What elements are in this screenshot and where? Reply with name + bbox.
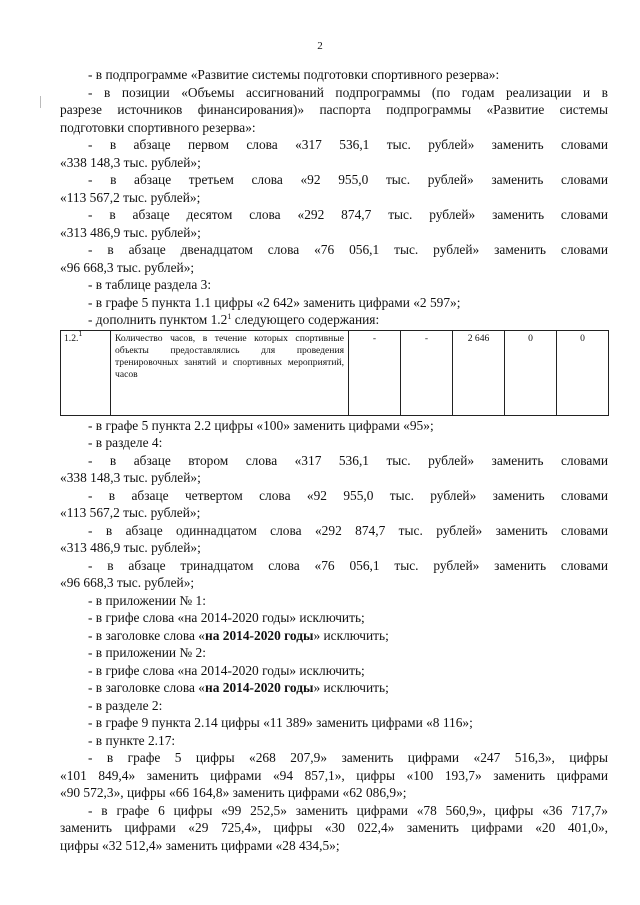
text-line: - в графе 5 пункта 1.1 цифры «2 642» заменить цифрами «2 597»; <box>88 294 461 310</box>
row-col5: 2 646 <box>453 330 505 415</box>
document-body <box>60 66 608 854</box>
row-number-cell <box>61 330 111 415</box>
text-line: - в графе 5 цифры «268 207,9» заменить цифрами «247 516,3», цифры <box>88 750 608 765</box>
text-line: подготовки спортивного резерва»: <box>60 119 256 135</box>
text-line: - в абзаце одиннадцатом слова «292 874,7 тыс. рублей» заменить словами <box>88 522 608 538</box>
text-line: «113 567,2 тыс. рублей»; <box>60 505 201 520</box>
margin-mark <box>40 96 41 108</box>
text-line: - в приложении № 1: <box>88 592 206 608</box>
text-line: - в абзаце четвертом слова «92 955,0 тыс. рублей» заменить словами <box>88 487 608 503</box>
text-line: разрезе источников финансирования)» паспорта подпрограммы «Развитие системы <box>60 102 608 117</box>
text-line: «313 486,9 тыс. рублей»; <box>60 540 201 555</box>
text-line: «96 668,3 тыс. рублей»; <box>60 575 195 590</box>
row-col6: 0 <box>505 330 557 415</box>
text-line: - в разделе 4: <box>88 435 163 450</box>
text-line: - в абзаце десятом слова «292 874,7 тыс. рублей» заменить словами <box>88 207 608 222</box>
text-line: - в графе 5 пункта 2.2 цифры «100» заменить цифрами «95»; <box>88 417 434 433</box>
table-intro-after: следующего содержания: <box>231 312 380 327</box>
heading-exclusion-line-1 <box>60 627 608 645</box>
table-intro-line <box>60 311 608 329</box>
text-line: - в таблице раздела 3: <box>88 277 212 292</box>
amendments-top <box>60 66 608 311</box>
text-line: цифры «32 512,4» заменить цифрами «28 434,5»; <box>60 837 340 853</box>
heading-2-before: - в заголовке слова « <box>88 680 206 695</box>
text-line: - в абзаце двенадцатом слова «76 056,1 тыс. рублей» заменить словами <box>88 242 608 257</box>
text-line: заменить цифрами «29 725,4», цифры «30 022,4» заменить цифрами «20 401,0», <box>60 820 608 835</box>
text-line: - в абзаце первом слова «317 536,1 тыс. рублей» заменить словами <box>88 137 608 152</box>
heading-1-bold: на 2014-2020 годы <box>205 627 314 643</box>
row-col7: 0 <box>557 330 609 415</box>
amendments-bottom <box>60 697 608 855</box>
heading-exclusion-line-2 <box>60 679 608 697</box>
text-line: - в грифе слова «на 2014-2020 годы» исключить; <box>88 662 365 678</box>
text-line: «113 567,2 тыс. рублей»; <box>60 189 201 205</box>
text-line: - в позиции «Объемы ассигнований подпрограммы (по годам реализации и в <box>88 84 608 100</box>
page-number: 2 <box>317 40 323 52</box>
table-row <box>61 330 609 415</box>
row-description: Количество часов, в течение которых спортивные объекты предоставлялись для проведения тренировочных занятий и спортивных мероприятий, часов <box>111 330 349 415</box>
text-line: - в абзаце третьем слова «92 955,0 тыс. рублей» заменить словами <box>88 172 608 187</box>
text-line: «313 486,9 тыс. рублей»; <box>60 224 201 240</box>
table-intro-before: - дополнить пунктом 1.2 <box>88 312 228 327</box>
heading-2-bold: на 2014-2020 годы <box>205 680 314 695</box>
text-line: - в пункте 2.17: <box>88 732 176 748</box>
text-line: - в графе 9 пункта 2.14 цифры «11 389» заменить цифрами «8 116»; <box>88 715 473 730</box>
row-col4: - <box>401 330 453 415</box>
text-line: «338 148,3 тыс. рублей»; <box>60 470 201 485</box>
text-line: «96 668,3 тыс. рублей»; <box>60 259 195 275</box>
text-line: - в подпрограмме «Развитие системы подготовки спортивного резерва»: <box>88 67 500 82</box>
heading-1-after: » исключить; <box>313 627 389 643</box>
row-col3: - <box>349 330 401 415</box>
text-line: - в графе 6 цифры «99 252,5» заменить цифрами «78 560,9», цифры «36 717,7» <box>88 802 608 818</box>
amendments-after-table <box>60 417 608 627</box>
heading-2-after: » исключить; <box>313 680 389 695</box>
amendments-mid <box>60 644 608 679</box>
text-line: - в абзаце тринадцатом слова «76 056,1 тыс. рублей» заменить словами <box>88 557 608 573</box>
indicator-table <box>60 330 609 416</box>
row-number: 1.2. <box>64 332 79 344</box>
text-line: «90 572,3», цифры «66 164,8» заменить цифрами «62 086,9»; <box>60 785 407 800</box>
row-number-sup: 1 <box>78 328 83 338</box>
text-line: «101 849,4» заменить цифрами «94 857,1», цифры «100 193,7» заменить цифрами <box>60 767 608 783</box>
heading-1-before: - в заголовке слова « <box>88 627 206 643</box>
table-intro-sup: 1 <box>227 312 232 321</box>
text-line: «338 148,3 тыс. рублей»; <box>60 154 201 170</box>
text-line: - в грифе слова «на 2014-2020 годы» исключить; <box>88 610 365 625</box>
text-line: - в абзаце втором слова «317 536,1 тыс. рублей» заменить словами <box>88 452 608 468</box>
text-line: - в разделе 2: <box>88 697 163 713</box>
text-line: - в приложении № 2: <box>88 645 206 660</box>
